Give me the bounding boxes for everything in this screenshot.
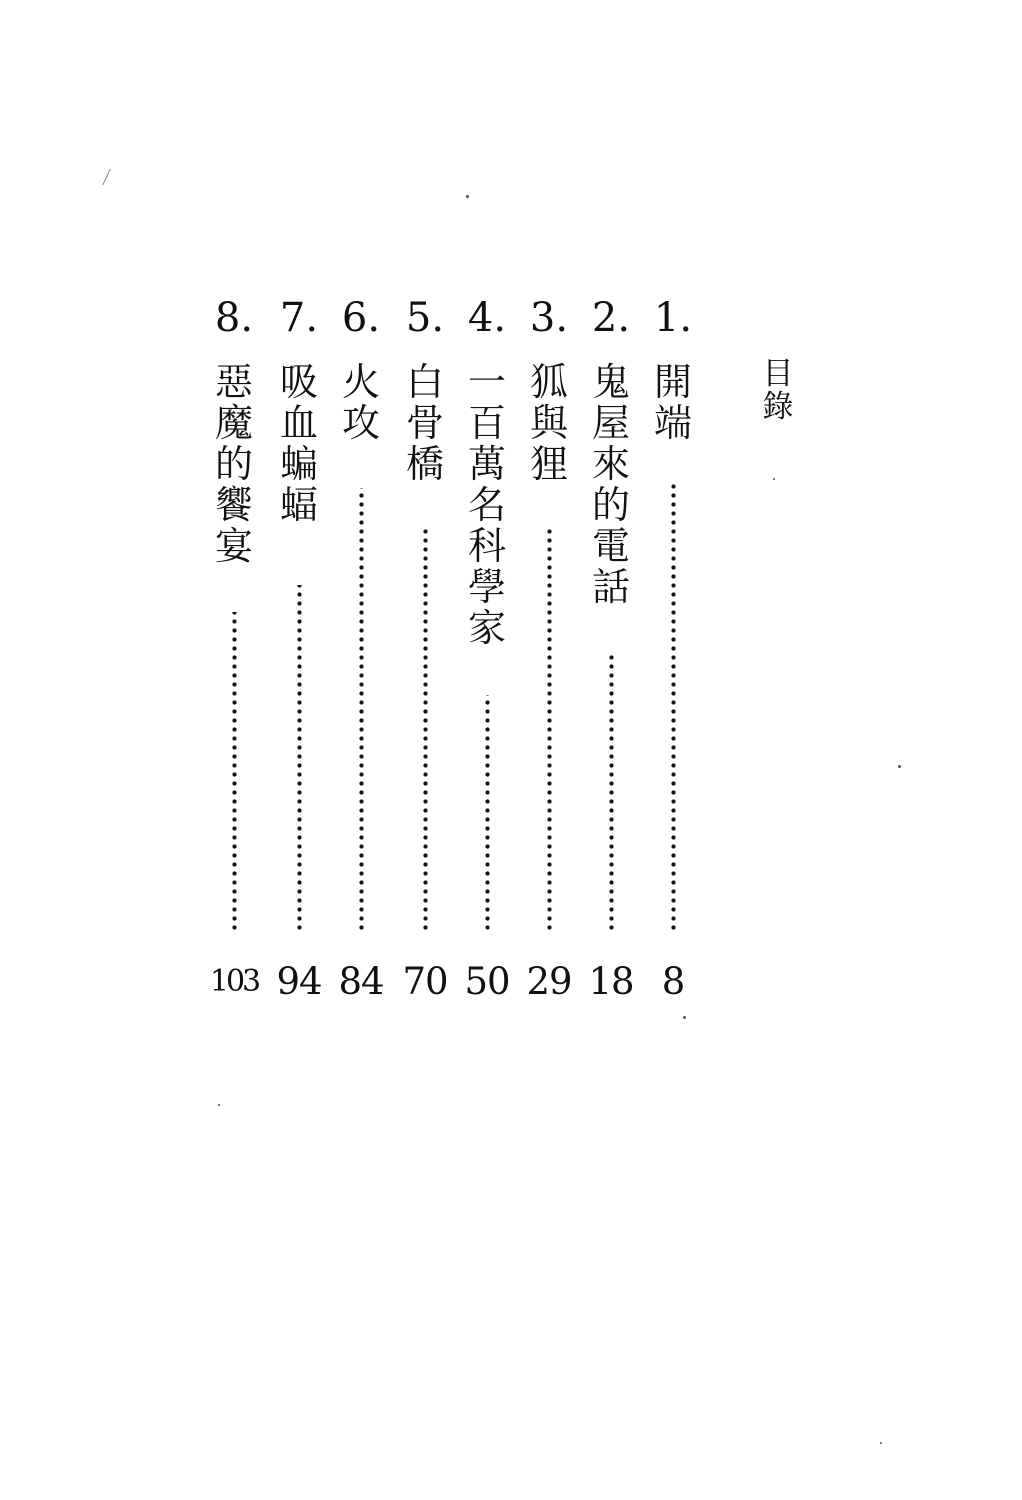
paper-scratch (102, 169, 111, 186)
dot-leader (232, 612, 237, 932)
chapter-title-char: 惡 (214, 360, 253, 404)
dot-leader (297, 585, 302, 932)
paper-speck (880, 1442, 882, 1444)
paper-speck (466, 195, 469, 198)
chapter-title-char: 開 (653, 360, 692, 404)
chapter-number: 2. (591, 295, 631, 341)
chapter-number: 3. (529, 295, 569, 341)
toc-heading-char: 錄 (762, 389, 794, 425)
chapter-title (333, 362, 389, 444)
toc-entry-4[interactable] (459, 290, 515, 1010)
toc-heading (760, 358, 796, 424)
chapter-page-number: 8 (661, 960, 685, 1003)
chapter-page-number: 103 (209, 964, 259, 999)
chapter-title-char: 饗 (214, 483, 253, 527)
chapter-number: 6. (341, 295, 381, 341)
chapter-title-char: 白 (405, 360, 444, 404)
paper-speck (773, 478, 775, 480)
chapter-title-char: 名 (467, 483, 506, 527)
chapter-number: 8. (214, 295, 254, 341)
dot-leader (485, 695, 490, 932)
chapter-number: 4. (467, 295, 507, 341)
toc-entry-3[interactable] (521, 290, 577, 1010)
chapter-title-char: 骨 (405, 401, 444, 445)
chapter-title (583, 362, 639, 608)
chapter-number: 1. (653, 295, 693, 341)
toc-entry-8[interactable] (206, 290, 262, 1010)
toc-entry-5[interactable] (397, 290, 453, 1010)
chapter-title (206, 362, 262, 567)
chapter-title-char: 火 (341, 360, 380, 404)
toc-entry-6[interactable] (333, 290, 389, 1010)
paper-speck (218, 1104, 220, 1106)
paper-speck (683, 1016, 686, 1019)
chapter-title-char: 攻 (341, 401, 380, 445)
toc-heading-char: 目 (762, 356, 794, 392)
chapter-title-char: 蝠 (279, 483, 318, 527)
dot-leader (609, 652, 614, 932)
chapter-title-char: 萬 (467, 442, 506, 486)
chapter-page-number: 70 (402, 960, 448, 1003)
chapter-title-char: 話 (591, 565, 630, 609)
dot-leader (547, 528, 552, 932)
chapter-title-char: 狸 (529, 442, 568, 486)
chapter-number: 5. (405, 295, 445, 341)
chapter-title-char: 宴 (214, 524, 253, 568)
chapter-title-char: 的 (591, 483, 630, 527)
chapter-title-char: 學 (467, 565, 506, 609)
chapter-title-char: 科 (467, 524, 506, 568)
chapter-page-number: 29 (526, 960, 572, 1003)
toc-entry-1[interactable] (645, 290, 701, 1010)
dot-leader (423, 528, 428, 932)
chapter-page-number: 84 (338, 960, 384, 1003)
dot-leader (359, 488, 364, 932)
paper-speck (898, 765, 901, 768)
chapter-title-char: 吸 (279, 360, 318, 404)
dot-leader (671, 480, 676, 932)
chapter-title-char: 的 (214, 442, 253, 486)
chapter-title-char: 百 (467, 401, 506, 445)
chapter-title-char: 端 (653, 401, 692, 445)
chapter-title (271, 362, 327, 526)
chapter-title-char: 來 (591, 442, 630, 486)
chapter-title (397, 362, 453, 485)
chapter-page-number: 94 (276, 960, 322, 1003)
chapter-title-char: 蝙 (279, 442, 318, 486)
chapter-title (459, 362, 515, 649)
chapter-page-number: 18 (588, 960, 634, 1003)
toc-entry-2[interactable] (583, 290, 639, 1010)
chapter-title-char: 血 (279, 401, 318, 445)
chapter-title-char: 魔 (214, 401, 253, 445)
toc-entry-7[interactable] (271, 290, 327, 1010)
chapter-title-char: 電 (591, 524, 630, 568)
chapter-page-number: 50 (464, 960, 510, 1003)
chapter-title-char: 一 (467, 360, 506, 404)
chapter-number: 7. (279, 295, 319, 341)
chapter-title (521, 362, 577, 485)
chapter-title-char: 鬼 (591, 360, 630, 404)
chapter-title-char: 屋 (591, 401, 630, 445)
chapter-title-char: 家 (467, 606, 506, 650)
chapter-title (645, 362, 701, 444)
chapter-title-char: 橋 (405, 442, 444, 486)
chapter-title-char: 狐 (529, 360, 568, 404)
chapter-title-char: 與 (529, 401, 568, 445)
